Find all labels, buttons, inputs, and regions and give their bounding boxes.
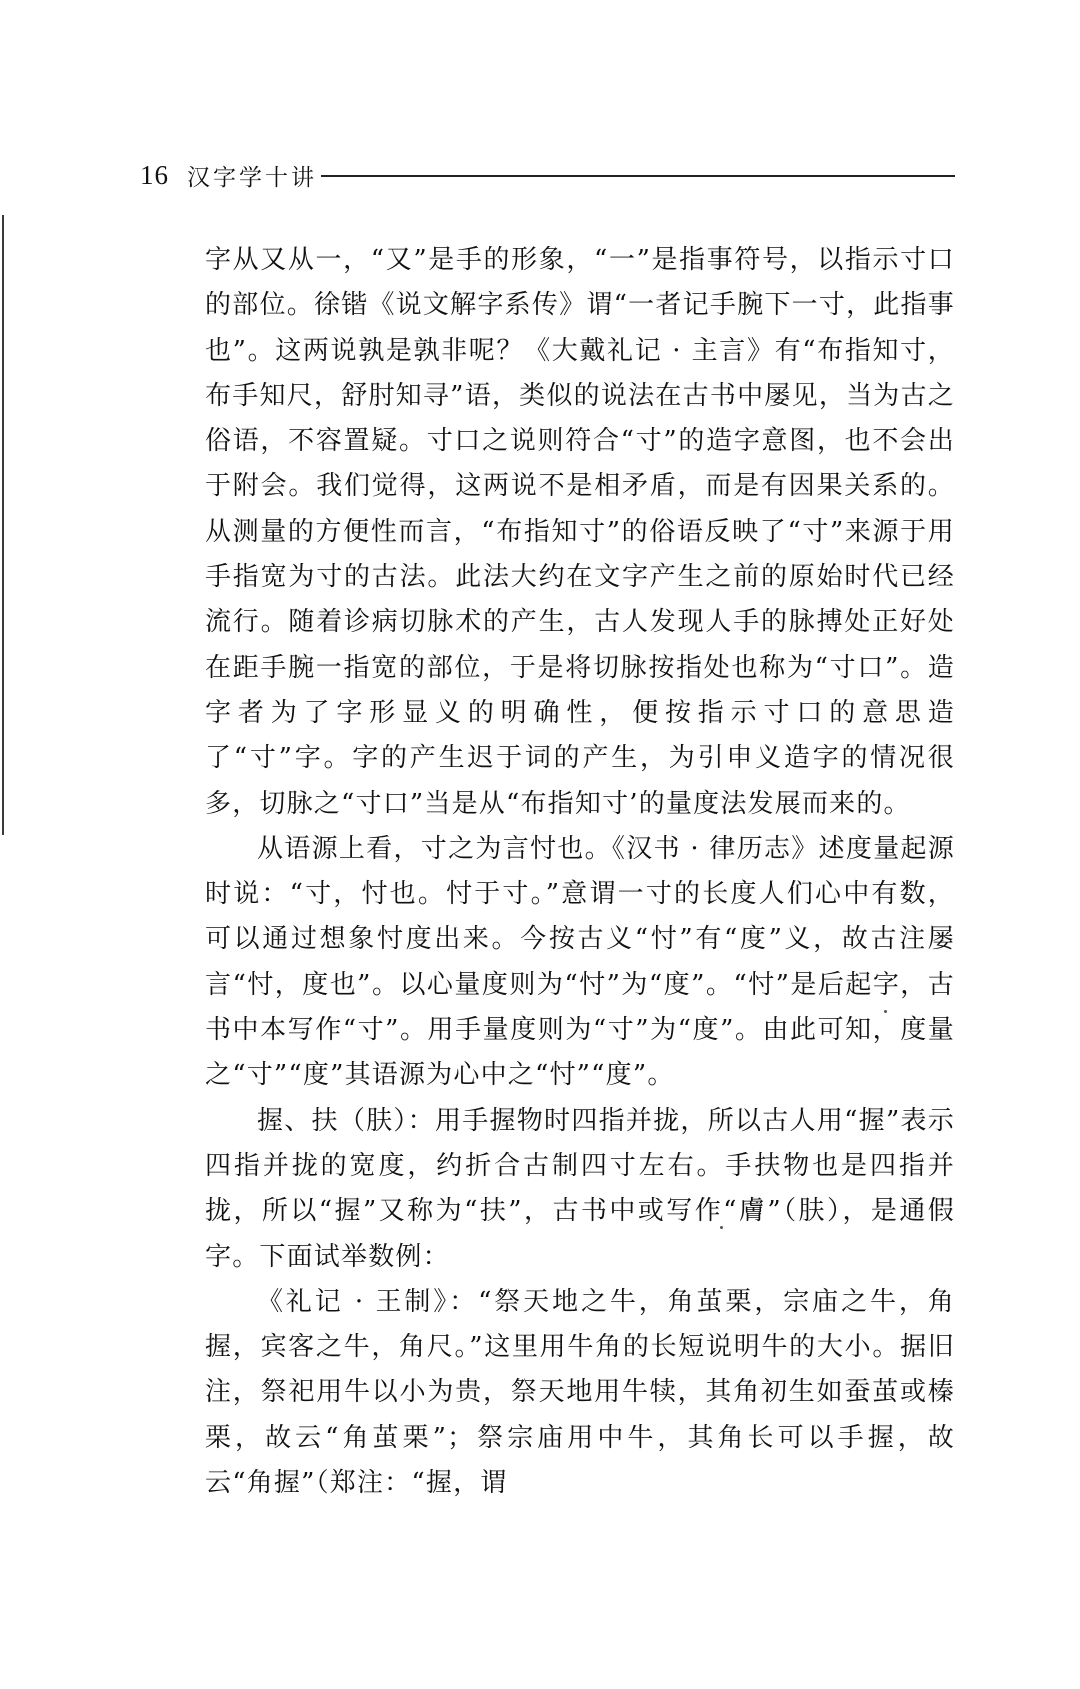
- header-rule: [321, 175, 955, 177]
- paragraph-wo-fu: 握、扶（肤）：用手握物时四指并拢，所以古人用“握”表示四指并拢的宽度，约折合古制四寸左右。手扶物也是四指并拢，所以“握”又称为“扶”，古书中或写作“膚”（肤），是通假字。下面试举数例：: [205, 1105, 955, 1272]
- book-title: 汉字学十讲: [187, 164, 317, 191]
- paragraph-cun-origin: 字从又从一，“又”是手的形象，“一”是指事符号，以指示寸口的部位。徐锴《说文解字系传》谓“一者记手腕下一寸，此指事也”。这两说孰是孰非呢？《大戴礼记 · 主言》有“布指知寸，布手知尺，舒肘知寻”语，类似的说法在古书中屡见，当为古之俗语，不容置疑。寸口之说则符合“寸”的造字意图，也不会出于附会。我们觉得，这两说不是相矛盾，而是有因果关系的。从测量的方便性而言，“布指知寸”的俗语反映了“寸”来源于用手指宽为寸的古法。此法大约在文字产生之前的原始时代已经流行。随着诊病切脉术的产生，古人发现人手的脉搏处正好处在距手腕一指宽的部位，于是将切脉按指处也称为“寸口”。造字者为了字形显义的明确性，便按指示寸口的意思造了“寸”字。字的产生迟于词的产生，为引申义造字的情况很多，切脉之“寸口”当是从“布指知寸’的量度法发展而来的。: [205, 245, 955, 819]
- scan-speck: [720, 1226, 723, 1229]
- scan-edge-shadow: [2, 215, 4, 835]
- running-head: [140, 160, 955, 190]
- paragraph-etymology: 从语源上看，寸之为言忖也。《汉书 · 律历志》述度量起源时说：“寸，忖也。忖于寸。”意谓一寸的长度人们心中有数，可以通过想象忖度出来。今按古义“忖”有“度”义，故古注屡言“忖，度也”。以心量度则为“忖”为“度”。“忖”是后起字，古书中本写作“寸”。用手量度则为“寸”为“度”。由此可知，度量之“寸”“度”其语源为心中之“忖”“度”。: [205, 833, 955, 1091]
- body-text: [205, 238, 955, 1506]
- scan-speck: [884, 1010, 887, 1013]
- page-number: 16: [140, 159, 169, 190]
- paragraph-liji-example: 《礼记 · 王制》：“祭天地之牛，角茧栗，宗庙之牛，角握，宾客之牛，角尺。”这里用牛角的长短说明牛的大小。据旧注，祭祀用牛以小为贵，祭天地用牛犊，其角初生如蚕茧或榛栗，故云“角茧栗”；祭宗庙用中牛，其角长可以手握，故云“角握”（郑注：“握，谓: [205, 1286, 955, 1499]
